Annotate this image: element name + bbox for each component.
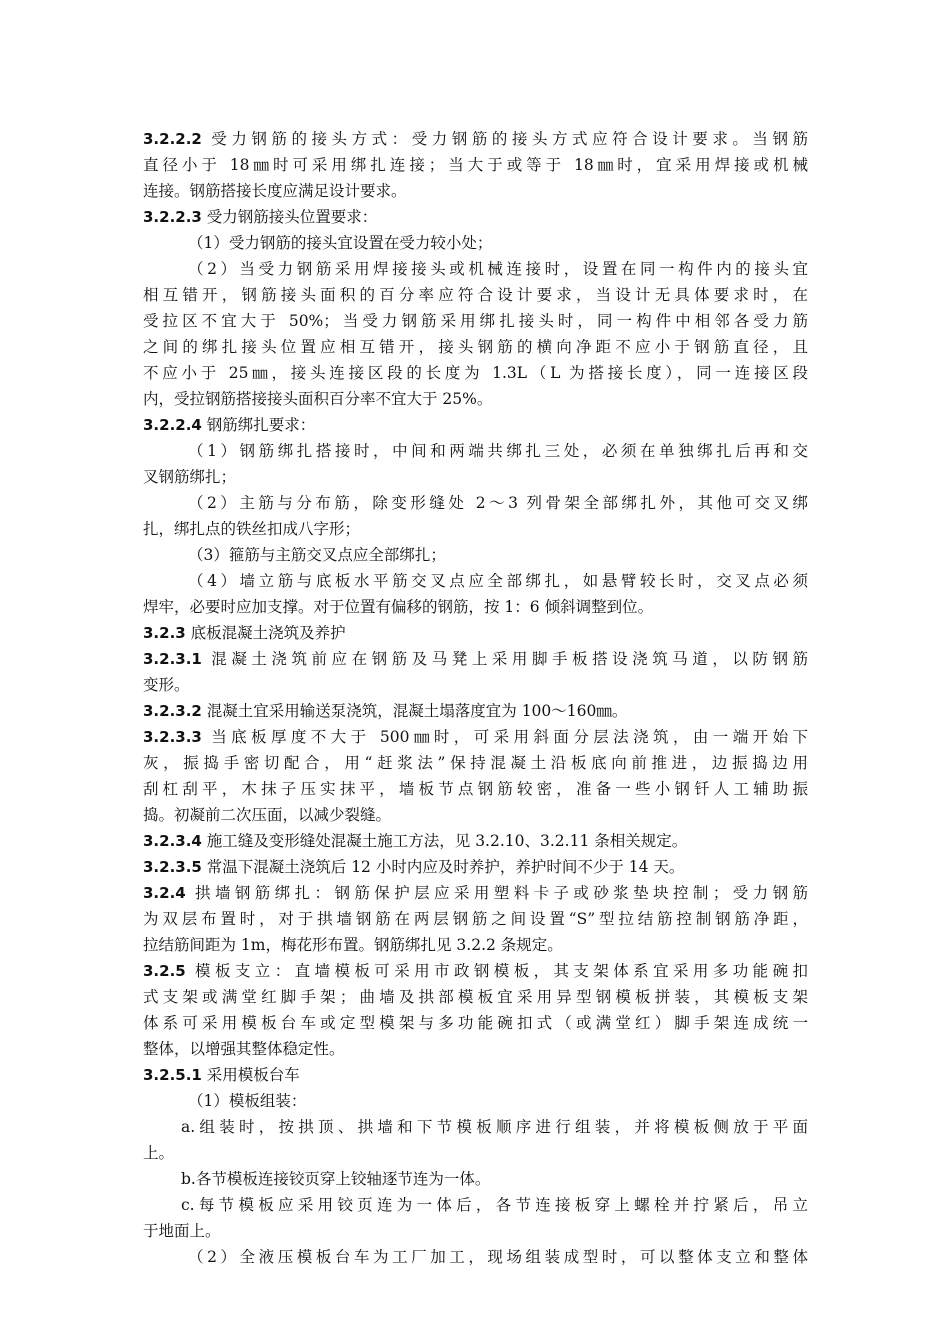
line-text: （2）当受力钢筋采用焊接接头或机械连接时，设置在同一构件内的接头宜 xyxy=(188,260,808,278)
line-text: （1）受力钢筋的接头宜设置在受力较小处； xyxy=(188,234,493,252)
text-line xyxy=(143,1114,808,1140)
section-number: 3.2.4 xyxy=(143,884,186,902)
line-text: （2）主筋与分布筋，除变形缝处 2～3 列骨架全部绑扎外，其他可交叉绑 xyxy=(188,494,808,512)
line-text: 变形。 xyxy=(143,676,190,694)
text-line xyxy=(143,386,808,412)
text-line xyxy=(143,906,808,932)
line-text: 内，受拉钢筋搭接接头面积百分率不宜大于 25%。 xyxy=(143,390,493,408)
text-line xyxy=(143,152,808,178)
section-heading-line xyxy=(143,620,808,646)
line-text: 为双层布置时，对于拱墙钢筋在两层钢筋之间设置“S”型拉结筋控制钢筋净距， xyxy=(143,910,808,928)
line-text: 当底板厚度不大于 500㎜时，可采用斜面分层法浇筑，由一端开始下 xyxy=(201,728,808,746)
line-text: （2）全液压模板台车为工厂加工，现场组装成型时，可以整体支立和整体 xyxy=(188,1248,808,1266)
section-heading-line xyxy=(143,724,808,750)
text-line xyxy=(143,438,808,464)
text-line xyxy=(143,490,808,516)
section-heading-line xyxy=(143,958,808,984)
text-line xyxy=(143,750,808,776)
line-text: 体系可采用模板台车或定型模架与多功能碗扣式（或满堂红）脚手架连成统一 xyxy=(143,1014,808,1032)
section-number: 3.2.3 xyxy=(143,624,186,642)
text-line xyxy=(143,282,808,308)
line-text: 连接。钢筋搭接长度应满足设计要求。 xyxy=(143,182,407,200)
line-text: 扎，绑扎点的铁丝扣成八字形； xyxy=(143,520,361,538)
line-text: 焊牢，必要时应加支撑。对于位置有偏移的钢筋，按 1：6 倾斜调整到位。 xyxy=(143,598,654,616)
text-line xyxy=(143,1218,808,1244)
section-heading-line xyxy=(143,698,808,724)
line-text: 底板混凝土浇筑及养护 xyxy=(185,624,346,642)
line-text: 整体，以增强其整体稳定性。 xyxy=(143,1040,345,1058)
text-line xyxy=(143,334,808,360)
section-heading-line xyxy=(143,854,808,880)
text-line xyxy=(143,932,808,958)
section-number: 3.2.3.4 xyxy=(143,832,202,850)
text-line xyxy=(143,308,808,334)
section-number: 3.2.3.5 xyxy=(143,858,202,876)
section-heading-line xyxy=(143,880,808,906)
text-line xyxy=(143,984,808,1010)
section-heading-line xyxy=(143,1062,808,1088)
line-text: 混凝土浇筑前应在钢筋及马凳上采用脚手板搭设浇筑马道，以防钢筋 xyxy=(201,650,808,668)
line-text: 施工缝及变形缝处混凝土施工方法，见 3.2.10、3.2.11 条相关规定。 xyxy=(201,832,688,850)
text-line xyxy=(143,230,808,256)
section-heading-line xyxy=(143,828,808,854)
text-line xyxy=(143,464,808,490)
line-text: 相互错开，钢筋接头面积的百分率应符合设计要求，当设计无具体要求时，在 xyxy=(143,286,808,304)
section-number: 3.2.5 xyxy=(143,962,186,980)
text-line xyxy=(143,568,808,594)
line-text: 直径小于 18㎜时可采用绑扎连接；当大于或等于 18㎜时，宜采用焊接或机械 xyxy=(143,156,808,174)
line-text: 模板支立：直墙模板可采用市政钢模板，其支架体系宜采用多功能碗扣 xyxy=(185,962,808,980)
line-text: （3）箍筋与主筋交叉点应全部绑扎； xyxy=(188,546,446,564)
document-page xyxy=(143,126,808,1270)
section-number: 3.2.2.3 xyxy=(143,208,202,226)
line-text: 捣。初凝前二次压面，以减少裂缝。 xyxy=(143,806,392,824)
line-text: b.各节模板连接铰页穿上铰轴逐节连为一体。 xyxy=(181,1170,491,1188)
line-text: 叉钢筋绑扎； xyxy=(143,468,237,486)
line-text: 刮杠刮平，木抹子压实抹平，墙板节点钢筋较密，准备一些小钢钎人工辅助振 xyxy=(143,780,808,798)
text-line xyxy=(143,802,808,828)
line-text: 受拉区不宜大于 50%；当受力钢筋采用绑扎接头时，同一构件中相邻各受力筋 xyxy=(143,312,808,330)
line-text: 之间的绑扎接头位置应相互错开，接头钢筋的横向净距不应小于钢筋直径，且 xyxy=(143,338,808,356)
text-line xyxy=(143,776,808,802)
line-text: 不应小于 25㎜，接头连接区段的长度为 1.3L（L 为搭接长度），同一连接区段 xyxy=(143,364,808,382)
line-text: 采用模板台车 xyxy=(201,1066,300,1084)
line-text: 混凝土宜采用输送泵浇筑，混凝土塌落度宜为 100～160㎜。 xyxy=(201,702,628,720)
text-line xyxy=(143,1010,808,1036)
line-text: a.组装时，按拱顶、拱墙和下节模板顺序进行组装，并将模板侧放于平面 xyxy=(181,1118,808,1136)
line-text: 受力钢筋接头位置要求： xyxy=(201,208,378,226)
line-text: 上。 xyxy=(143,1144,175,1162)
line-text: 钢筋绑扎要求： xyxy=(201,416,316,434)
section-heading-line xyxy=(143,204,808,230)
section-heading-line xyxy=(143,126,808,152)
text-line xyxy=(143,178,808,204)
line-text: 受力钢筋的接头方式：受力钢筋的接头方式应符合设计要求。当钢筋 xyxy=(201,130,808,148)
section-number: 3.2.2.4 xyxy=(143,416,202,434)
text-line xyxy=(143,672,808,698)
section-number: 3.2.3.1 xyxy=(143,650,202,668)
line-text: （1）钢筋绑扎搭接时，中间和两端共绑扎三处，必须在单独绑扎后再和交 xyxy=(188,442,808,460)
text-line xyxy=(143,1244,808,1270)
text-line xyxy=(143,1166,808,1192)
line-text: 于地面上。 xyxy=(143,1222,221,1240)
text-line xyxy=(143,1140,808,1166)
section-heading-line xyxy=(143,412,808,438)
section-number: 3.2.3.2 xyxy=(143,702,202,720)
line-text: 拱墙钢筋绑扎：钢筋保护层应采用塑料卡子或砂浆垫块控制；受力钢筋 xyxy=(185,884,808,902)
section-number: 3.2.2.2 xyxy=(143,130,202,148)
line-text: 拉结筋间距为 1m，梅花形布置。钢筋绑扎见 3.2.2 条规定。 xyxy=(143,936,563,954)
text-line xyxy=(143,542,808,568)
section-number: 3.2.3.3 xyxy=(143,728,202,746)
line-text: （4）墙立筋与底板水平筋交叉点应全部绑扎，如悬臂较长时，交叉点必须 xyxy=(188,572,808,590)
line-text: c.每节模板应采用铰页连为一体后，各节连接板穿上螺栓并拧紧后，吊立 xyxy=(181,1196,808,1214)
section-number: 3.2.5.1 xyxy=(143,1066,202,1084)
text-line xyxy=(143,1192,808,1218)
text-line xyxy=(143,594,808,620)
text-line xyxy=(143,1036,808,1062)
section-heading-line xyxy=(143,646,808,672)
line-text: （1）模板组装： xyxy=(188,1092,307,1110)
text-line xyxy=(143,516,808,542)
line-text: 式支架或满堂红脚手架；曲墙及拱部模板宜采用异型钢模板拼装，其模板支架 xyxy=(143,988,808,1006)
line-text: 常温下混凝土浇筑后 12 小时内应及时养护，养护时间不少于 14 天。 xyxy=(201,858,685,876)
text-line xyxy=(143,360,808,386)
line-text: 灰，振捣手密切配合，用“赶浆法”保持混凝土沿板底向前推进，边振捣边用 xyxy=(143,754,808,772)
text-line xyxy=(143,256,808,282)
text-line xyxy=(143,1088,808,1114)
